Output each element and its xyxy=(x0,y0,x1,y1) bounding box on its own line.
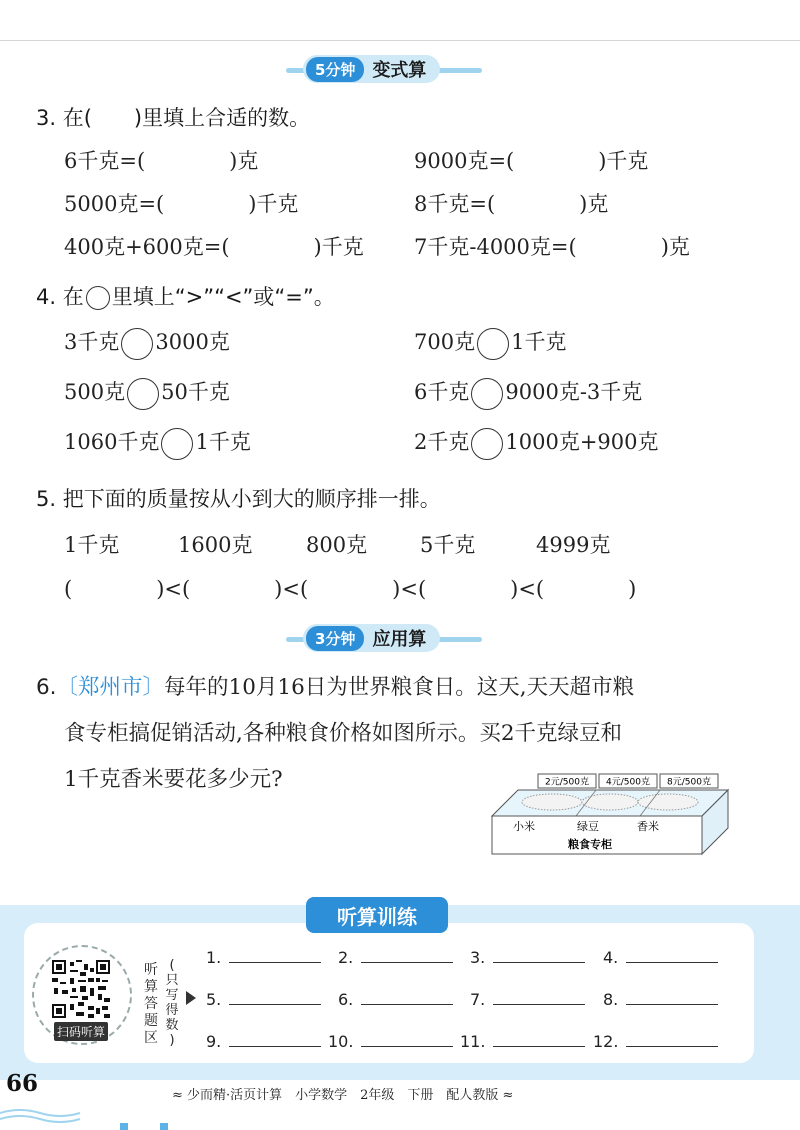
q4-left: 700克 xyxy=(414,330,476,354)
answer-blank[interactable] xyxy=(470,990,585,1009)
compare-circle[interactable] xyxy=(127,378,159,410)
answer-number: 10. xyxy=(328,1032,354,1051)
minutes-pill: 5分钟 xyxy=(306,57,364,82)
grain-pile xyxy=(638,794,698,810)
answer-blank[interactable] xyxy=(206,1032,321,1051)
section-badge xyxy=(303,624,440,652)
wave-decoration xyxy=(0,1095,800,1130)
q6-text: 每年的10月16日为世界粮食日。这天,天天超市粮 xyxy=(164,675,635,700)
q6-region-tag: 〔郑州市〕 xyxy=(56,675,165,700)
answer-number: 12. xyxy=(593,1032,619,1051)
label-char: 算 xyxy=(144,979,158,995)
q4-title-start: 4. 在 xyxy=(36,285,84,309)
answer-number: 3. xyxy=(470,948,486,967)
q4-item xyxy=(64,376,230,410)
answer-blank[interactable] xyxy=(206,990,321,1009)
note-char: 得 xyxy=(165,1003,179,1018)
footer-text: ≈ 少而精·活页计算 小学数学 2年级 下册 配人教版 ≈ xyxy=(172,1088,514,1103)
q4-right: 1千克 xyxy=(195,430,251,454)
q5-value: 5千克 xyxy=(420,533,476,557)
answer-area-label xyxy=(143,962,159,1047)
q3-item: 5000克=( )千克 xyxy=(64,192,299,216)
answer-blank[interactable] xyxy=(338,990,453,1009)
q6-line1 xyxy=(36,664,634,712)
grain-pile xyxy=(582,794,638,810)
q4-right: 1000克+900克 xyxy=(505,430,659,454)
section-badge xyxy=(303,55,440,83)
q4-title-end: 里填上“>”“<”或“=”。 xyxy=(111,285,335,309)
answer-note xyxy=(164,958,180,1048)
note-char: ) xyxy=(169,1033,175,1048)
compare-circle[interactable] xyxy=(471,428,503,460)
q4-left: 1060千克 xyxy=(64,430,160,454)
answer-number: 4. xyxy=(603,948,619,967)
answer-number: 8. xyxy=(603,990,619,1009)
grain-label: 小米 xyxy=(513,820,535,833)
answer-number: 9. xyxy=(206,1032,222,1051)
top-rule xyxy=(0,40,800,41)
answer-number: 7. xyxy=(470,990,486,1009)
q4-item xyxy=(414,326,566,360)
price-label: 4元/500克 xyxy=(606,777,650,788)
minutes-pill: 3分钟 xyxy=(306,626,364,651)
question-5-title: 5. 把下面的质量按从小到大的顺序排一排。 xyxy=(36,487,441,511)
answer-number: 6. xyxy=(338,990,354,1009)
q3-item: 6千克=( )克 xyxy=(64,149,259,173)
listening-title: 听算训练 xyxy=(306,897,448,933)
q4-item xyxy=(414,426,659,460)
grain-label: 香米 xyxy=(637,820,659,833)
q4-left: 6千克 xyxy=(414,380,470,404)
price-label: 2元/500克 xyxy=(545,777,589,788)
q4-left: 2千克 xyxy=(414,430,470,454)
q5-value: 1千克 xyxy=(64,533,120,557)
grain-pile xyxy=(522,794,582,810)
answer-blank[interactable] xyxy=(603,948,718,967)
qr-code-icon[interactable] xyxy=(52,960,110,1018)
answer-number: 1. xyxy=(206,948,222,967)
question-3-title: 3. 在( )里填上合适的数。 xyxy=(36,106,311,130)
compare-circle[interactable] xyxy=(471,378,503,410)
answer-blank[interactable] xyxy=(603,990,718,1009)
question-4-title xyxy=(36,281,335,311)
q4-left: 500克 xyxy=(64,380,126,404)
q4-item xyxy=(414,376,642,410)
counter-label: 粮食专柜 xyxy=(568,838,612,851)
q4-right: 50千克 xyxy=(161,380,230,404)
grain-label: 绿豆 xyxy=(577,820,599,833)
label-char: 区 xyxy=(144,1030,158,1046)
section-title: 变式算 xyxy=(372,60,427,81)
answer-blank[interactable] xyxy=(470,948,585,967)
answer-number: 11. xyxy=(460,1032,486,1051)
q4-right: 9000克-3千克 xyxy=(505,380,643,404)
answer-blank[interactable] xyxy=(206,948,321,967)
answer-number: 2. xyxy=(338,948,354,967)
q3-item: 8千克=( )克 xyxy=(414,192,609,216)
q5-order-line: ( )<( )<( )<( )<( ) xyxy=(64,577,637,601)
q3-item: 9000克=( )千克 xyxy=(414,149,649,173)
q4-right: 3000克 xyxy=(155,330,230,354)
q3-item: 400克+600克=( )千克 xyxy=(64,235,364,259)
compare-circle[interactable] xyxy=(477,328,509,360)
section-header-application xyxy=(0,624,800,654)
compare-circle[interactable] xyxy=(161,428,193,460)
answer-blank[interactable] xyxy=(460,1032,585,1051)
note-char: 写 xyxy=(165,988,179,1003)
label-char: 题 xyxy=(144,1013,158,1029)
q5-value: 1600克 xyxy=(178,533,253,557)
price-label: 8元/500克 xyxy=(667,777,711,788)
label-char: 答 xyxy=(144,996,158,1012)
q5-value: 800克 xyxy=(306,533,368,557)
note-char: 只 xyxy=(165,973,179,988)
answer-blank[interactable] xyxy=(338,948,453,967)
q5-value: 4999克 xyxy=(536,533,611,557)
grain-counter-illustration xyxy=(490,772,730,858)
q6-number: 6. xyxy=(36,675,57,700)
q4-right: 1千克 xyxy=(511,330,567,354)
q4-left: 3千克 xyxy=(64,330,120,354)
scan-label: 扫码听算 xyxy=(54,1022,108,1041)
q4-item xyxy=(64,326,230,360)
page-number: 66 xyxy=(6,1070,39,1097)
note-char: ( xyxy=(169,958,175,973)
label-char: 听 xyxy=(144,962,158,978)
compare-circle[interactable] xyxy=(121,328,153,360)
q3-item: 7千克-4000克=( )克 xyxy=(414,235,690,259)
q6-line2: 食专柜搞促销活动,各种粮食价格如图所示。买2千克绿豆和 xyxy=(64,721,623,746)
play-arrow-icon xyxy=(186,991,196,1005)
note-char: 数 xyxy=(165,1018,179,1033)
answer-blank[interactable] xyxy=(328,1032,453,1051)
circle-icon xyxy=(86,286,110,310)
section-header-variation xyxy=(0,55,800,85)
answer-blank[interactable] xyxy=(593,1032,718,1051)
answer-number: 5. xyxy=(206,990,222,1009)
q6-line3: 1千克香米要花多少元? xyxy=(64,767,283,792)
q4-item xyxy=(64,426,251,460)
section-title: 应用算 xyxy=(372,629,427,650)
